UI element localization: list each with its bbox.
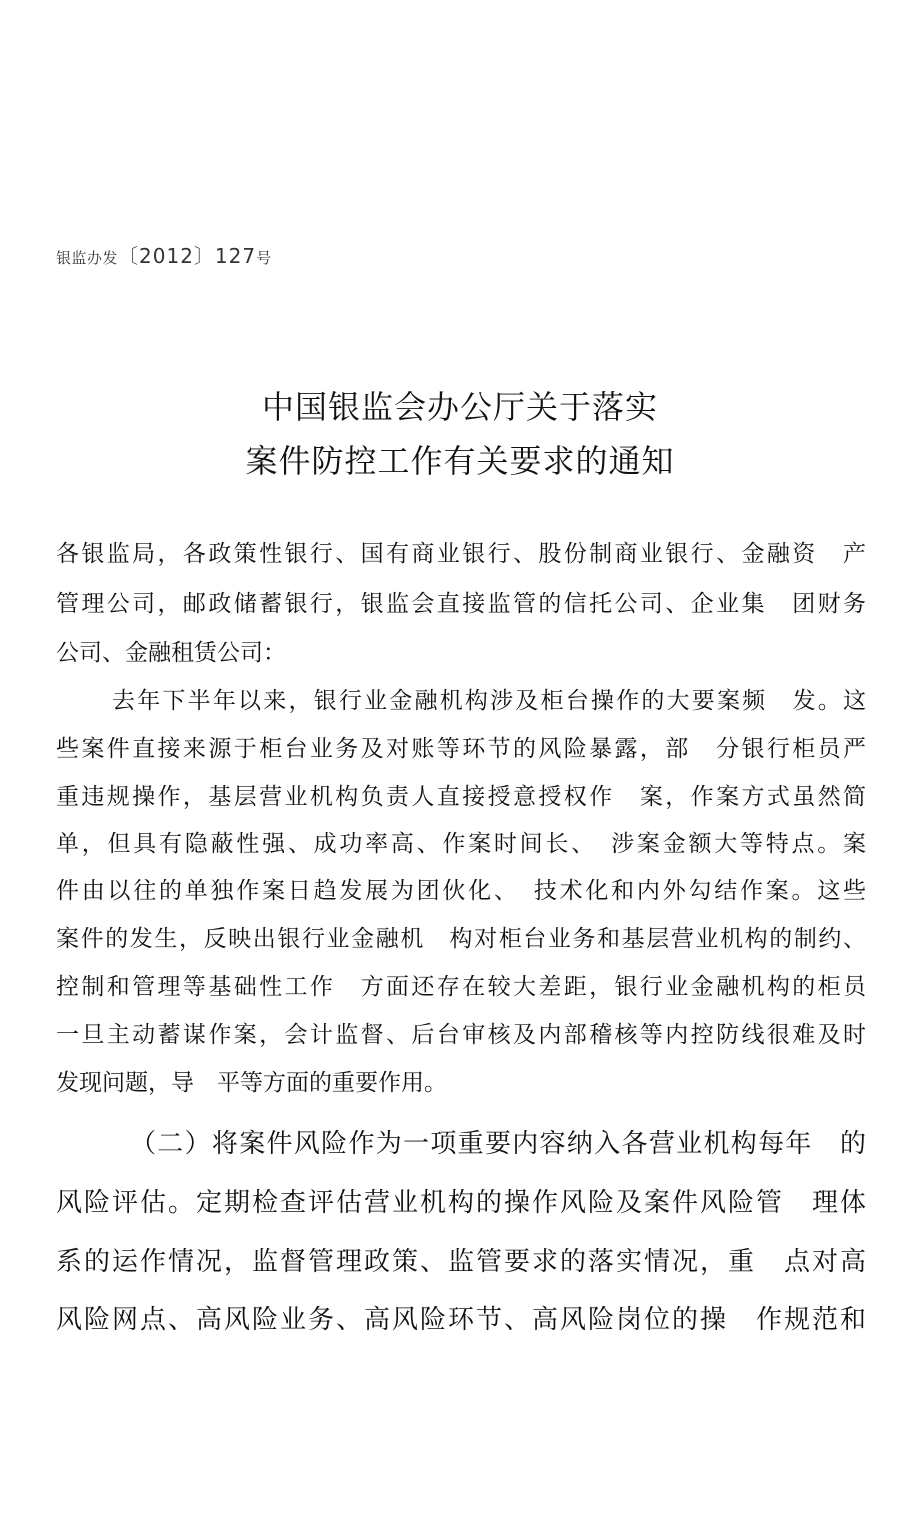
doc-number-value: 127 [214, 244, 257, 268]
notice-title-line-1: 中国银监会办公厅关于落实 [261, 388, 658, 426]
notice-title-line-2: 案件防控工作有关要求的通知 [245, 442, 675, 480]
paragraph-line: 些案件直接来源于柜台业务及对账等环节的风险暴露，部 分银行柜员严 [56, 736, 866, 762]
paragraph-line: 去年下半年以来，银行业金融机构涉及柜台操作的大要案频 发。这 [112, 688, 866, 714]
paragraph-line: 控制和管理等基础性工作 方面还存在较大差距，银行业金融机构的柜员 [56, 974, 866, 1000]
section-line: 系的运作情况，监督管理政策、监管要求的落实情况，重 点对高 [56, 1247, 866, 1277]
paragraph-line: 发现问题，导 平等方面的重要作用。 [56, 1070, 447, 1096]
paragraph-line: 件由以往的单独作案日趋发展为团伙化、 技术化和内外勾结作案。这些 [56, 878, 866, 904]
paragraph-line: 一旦主动蓄谋作案，会计监督、后台审核及内部稽核等内控防线很难及时 [56, 1022, 866, 1048]
document-number [56, 240, 272, 269]
doc-number-prefix: 银监办发 [56, 249, 119, 267]
section-line: 风险评估。定期检查评估营业机构的操作风险及案件风险管 理体 [56, 1188, 866, 1218]
paragraph-line: 重违规操作，基层营业机构负责人直接授意授权作 案，作案方式虽然简 [56, 784, 866, 810]
section-line: （二）将案件风险作为一项重要内容纳入各营业机构每年 的 [130, 1129, 866, 1159]
addressee-line: 各银监局，各政策性银行、国有商业银行、股份制商业银行、金融资 产 [56, 541, 866, 567]
section-line: 风险网点、高风险业务、高风险环节、高风险岗位的操 作规范和 [56, 1305, 866, 1335]
doc-number-year: 〔2012〕 [118, 244, 215, 268]
paragraph-line: 单，但具有隐蔽性强、成功率高、作案时间长、 涉案金额大等特点。案 [56, 831, 866, 857]
addressee-line: 管理公司，邮政储蓄银行，银监会直接监管的信托公司、企业集 团财务 [56, 591, 866, 617]
doc-number-suffix: 号 [256, 249, 272, 267]
addressee-line: 公司、金融租赁公司： [56, 640, 286, 666]
paragraph-line: 案件的发生，反映出银行业金融机 构对柜台业务和基层营业机构的制约、 [56, 926, 866, 952]
